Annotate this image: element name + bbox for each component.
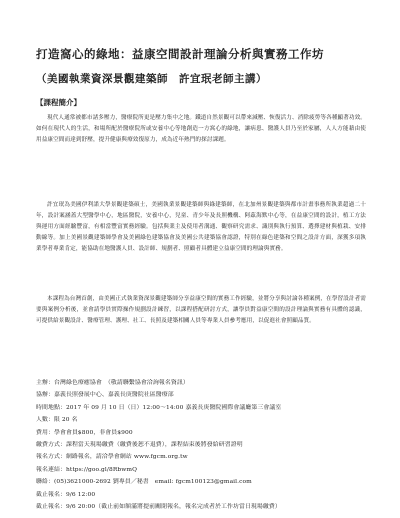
course-paragraph: 本課程為台灣首創，由美國正式執業資深景觀建築師分享益康空間的實務工作經驗，並將分享與討論各種案例，在學習設計者需要與案例分析後，並會請學員實際操作規劃設計練習，以課程搭配研討方式，讓學員對益康空間的設計理論與實務有具體的認識，可提供給景觀設計、醫療管理、護理、社工、長照及建築相關人員等專業人員參考應用，以促進社會照顧品質。 <box>36 296 366 324</box>
document-subtitle: （美國執業資深景觀建築師 許宜珉老師主講） <box>36 73 267 85</box>
payment-line: 繳費方式：課程當天現場繳費（繳費後恕不退費），課程結束後將發給研習證明 <box>36 442 243 449</box>
document-title: 打造窩心的綠地：益康空間設計理論分析與實務工作坊 <box>36 47 324 61</box>
organizer-line: 主辦：台灣綠色療癒協會 （敬請聯繫協會洽詢報名資訊） <box>36 380 189 386</box>
registration-method-line: 報名方式：網路報名，請洽學會網站 www.fgcm.org.tw <box>36 454 188 461</box>
section-label-course-intro: 【課程簡介】 <box>36 98 81 107</box>
deadline-line-1: 截止報名：9/6 12:00 <box>36 491 96 498</box>
speaker-paragraph: 許宜珉為美國伊利諾大學景觀建築碩士，美國執業景觀建築師與綠建築師，在北加州景觀建築與都市計畫事務所執業超過二十年，設計案涵蓋大型醫學中心，地區醫院，安養中心，兒童、青少年及長照機構、阿茲海默中心等，在益康空間的設計，植工方法與運用方面經驗豐富，有相當豐富實務經驗。包括與業主及使用者溝通、觀察研究需求、識別與執行預算、選擇建材與植栽、安排動線等。加上美國景觀建築師學會及美國綠色建築協會及美國公共建築協會認證，特別在綠色建築和空間之設計方面，深獲多項執業學者專業肯定，能協助在地醫護人員、設計師、規劃者、照顧者具體建立益康空間的理論與實務。 <box>36 202 366 252</box>
registration-link-line: 報名連結：https://goo.gl/8RbwmQ <box>36 466 138 473</box>
contact-line: 聯絡：(05)3621000-2692 劉專員／秘書 email: fgcm100123@gmail.com <box>36 479 252 486</box>
time-location-line: 時間地點：2017 年 09 月 10 日（日）12:00～14:00 嘉義長庚醫院國際會議廳第三會議室 <box>36 404 282 411</box>
event-info-block <box>36 377 376 513</box>
capacity-line: 人數：限 20 名 <box>36 417 78 424</box>
co-organizer-line: 協辦：嘉義長照發展中心、嘉義長庚醫院社區醫療部 <box>36 392 174 399</box>
intro-paragraph: 現代人通常被都市諸多壓力，醫療院所更是壓力集中之地。鐵道自然景觀可以帶來減壓、恢復活力、消除疲勞等各種顯著功效。如何在現代人的生活，和場所配於醫療院所或安養中心等地創造一方窩心的綠地，讓病患、醫護人員乃至於家屬，人人方能藉由使用益康空間而達到舒壓，提升健康與療效復原力，成為近年熱門的探討課題。 <box>36 115 366 143</box>
deadline-line-2: 截止報名：9/6 20:00（截止前如額滿將提前關閉報名，報名完成者於工作坊當日現場繳費） <box>36 504 281 511</box>
fee-line: 費用：學會會員$800，非會員$900 <box>36 429 133 436</box>
